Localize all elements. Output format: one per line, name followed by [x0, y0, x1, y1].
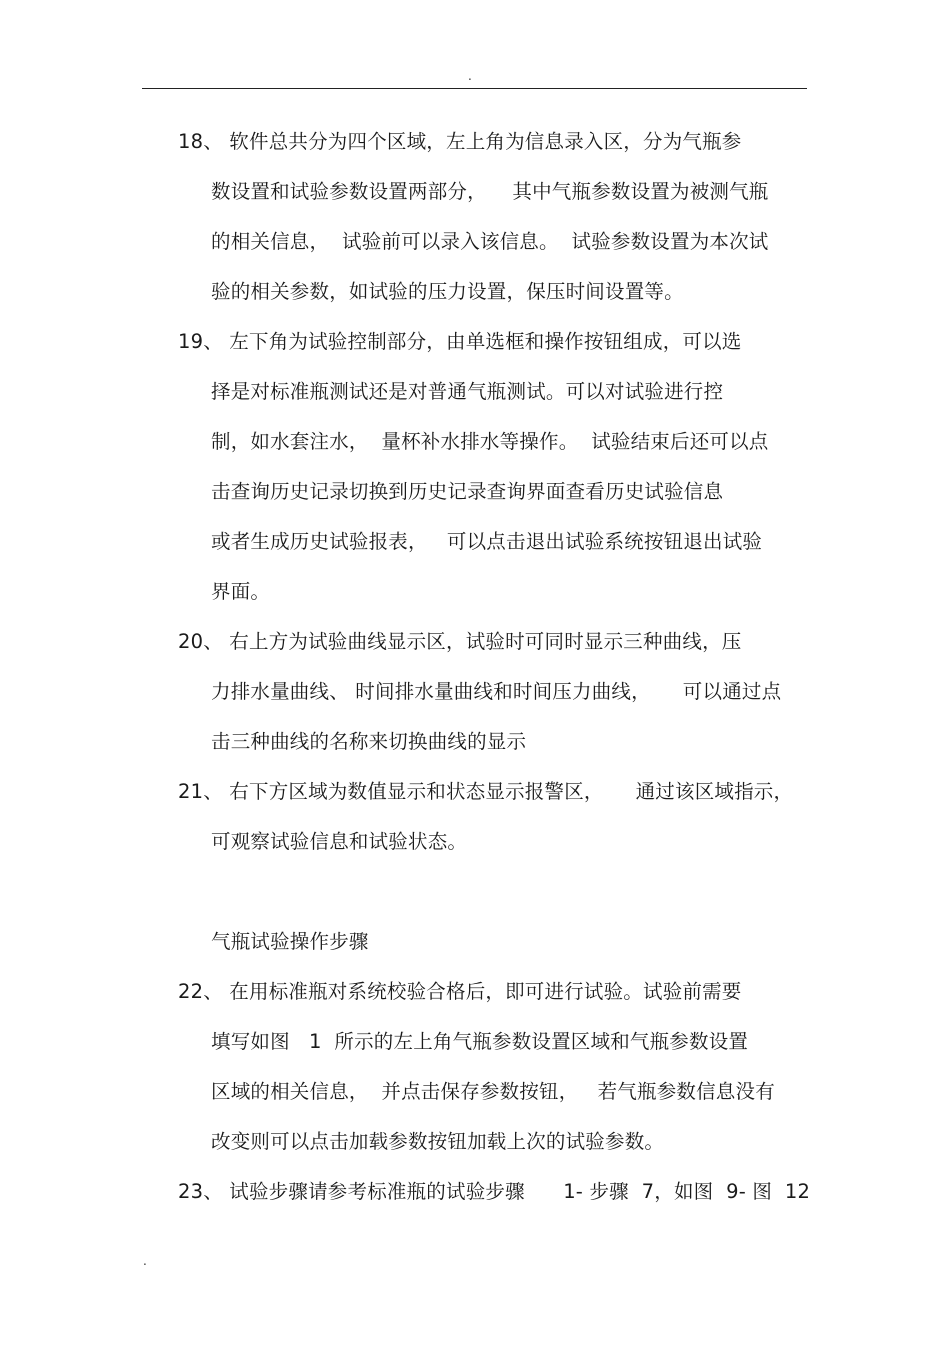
item-18-line-1: 18、 软件总共分为四个区域，左上角为信息录入区，分为气瓶参 — [178, 130, 742, 153]
item-23-line-1: 23、 试验步骤请参考标准瓶的试验步骤 1- 步骤 7，如图 9- 图 12 — [178, 1180, 811, 1203]
item-19-line-3: 制，如水套注水， 量杯补水排水等操作。 试验结束后还可以点 — [211, 430, 769, 453]
item-20-line-3: 击三种曲线的名称来切换曲线的显示 — [211, 730, 527, 753]
item-20-line-2: 力排水量曲线、 时间排水量曲线和时间压力曲线， 可以通过点 — [211, 680, 782, 703]
header-mark: . — [468, 69, 472, 83]
item-21-line-1: 21、 右下方区域为数值显示和状态显示报警区， 通过该区域指示， — [178, 780, 794, 803]
item-19-line-1: 19、 左下角为试验控制部分，由单选框和操作按钮组成，可以选 — [178, 330, 742, 353]
item-19-line-6: 界面。 — [211, 580, 271, 603]
item-22-line-1: 22、 在用标准瓶对系统校验合格后，即可进行试验。试验前需要 — [178, 980, 742, 1003]
item-22-line-2: 填写如图 1 所示的左上角气瓶参数设置区域和气瓶参数设置 — [211, 1030, 749, 1053]
header-rule — [142, 88, 807, 89]
item-19-line-5: 或者生成历史试验报表， 可以点击退出试验系统按钮退出试验 — [211, 530, 763, 553]
item-19-line-4: 击查询历史记录切换到历史记录查询界面查看历史试验信息 — [211, 480, 724, 503]
item-18-line-3: 的相关信息， 试验前可以录入该信息。 试验参数设置为本次试 — [211, 230, 769, 253]
item-18-line-2: 数设置和试验参数设置两部分， 其中气瓶参数设置为被测气瓶 — [211, 180, 769, 203]
item-19-line-2: 择是对标准瓶测试还是对普通气瓶测试。可以对试验进行控 — [211, 380, 724, 403]
item-22-line-4: 改变则可以点击加载参数按钮加载上次的试验参数。 — [211, 1130, 665, 1153]
item-22-line-3: 区域的相关信息， 并点击保存参数按钮， 若气瓶参数信息没有 — [211, 1080, 775, 1103]
section-heading: 气瓶试验操作步骤 — [211, 930, 369, 953]
item-20-line-1: 20、 右上方为试验曲线显示区，试验时可同时显示三种曲线，压 — [178, 630, 742, 653]
item-21-line-2: 可观察试验信息和试验状态。 — [211, 830, 468, 853]
item-18-line-4: 验的相关参数，如试验的压力设置，保压时间设置等。 — [211, 280, 684, 303]
footer-mark: . — [143, 1254, 147, 1268]
